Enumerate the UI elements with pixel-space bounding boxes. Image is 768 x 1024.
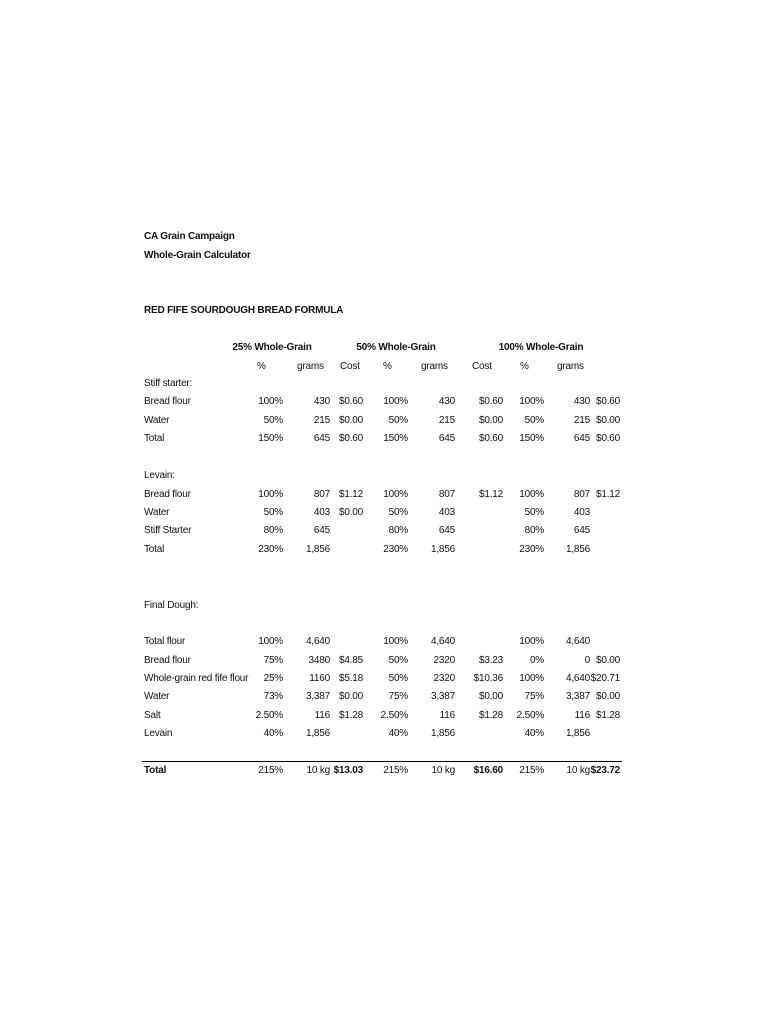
- row-label: Stiff Starter: [144, 525, 192, 536]
- cell-pct-100: 215%: [519, 765, 544, 776]
- col-header-pct-25: %: [257, 361, 266, 372]
- cell-pct-50: 40%: [388, 728, 408, 739]
- cell-grams-50: 116: [439, 710, 455, 721]
- section-stiff-starter: Stiff starter:: [144, 378, 193, 389]
- org-title: CA Grain Campaign: [144, 231, 235, 242]
- cell-grams-50: 645: [438, 433, 455, 444]
- row-label: Whole-grain red fife flour: [144, 673, 249, 684]
- cell-pct-100: 40%: [524, 728, 544, 739]
- col-header-grams-100: grams: [557, 361, 584, 372]
- col-header-cost-25: Cost: [340, 361, 360, 372]
- cell-cost-100: $23.72: [590, 765, 620, 776]
- cell-pct-100: 100%: [519, 673, 544, 684]
- cell-pct-25: 50%: [263, 507, 283, 518]
- cell-pct-25: 100%: [258, 396, 283, 407]
- col-header-pct-50: %: [383, 361, 392, 372]
- col-header-grams-50: grams: [421, 361, 448, 372]
- cell-cost-25: $0.00: [338, 507, 363, 518]
- cell-cost-25: $5.18: [338, 673, 363, 684]
- cell-pct-100: 230%: [519, 544, 544, 555]
- formula-title: RED FIFE SOURDOUGH BREAD FORMULA: [144, 305, 344, 316]
- cell-cost-50: $10.36: [473, 673, 503, 684]
- group-header-50: 50% Whole-Grain: [356, 342, 436, 353]
- cell-pct-100: 100%: [519, 396, 544, 407]
- cell-cost-25: $1.12: [338, 489, 363, 500]
- table-row-ss-total: [0, 433, 768, 447]
- cell-grams-50: 3,387: [430, 691, 455, 702]
- cell-grams-100: 4,640: [565, 673, 590, 684]
- table-row-lv-bread: [0, 489, 768, 503]
- row-label: Bread flour: [144, 655, 191, 666]
- cell-grams-25: 645: [313, 433, 330, 444]
- row-label: Salt: [144, 710, 161, 721]
- cell-grams-100: 1,856: [565, 728, 590, 739]
- col-header-cost-50: Cost: [472, 361, 492, 372]
- cell-pct-100: 50%: [524, 415, 544, 426]
- table-row-fd-salt: [0, 710, 768, 724]
- cell-pct-100: 0%: [529, 655, 544, 666]
- row-label: Water: [144, 507, 170, 518]
- cell-pct-25: 75%: [263, 655, 283, 666]
- cell-grams-25: 1,856: [305, 544, 330, 555]
- cell-cost-100: $0.60: [595, 433, 620, 444]
- cell-grams-25: 215: [313, 415, 330, 426]
- cell-cost-25: $1.28: [338, 710, 363, 721]
- cell-pct-25: 50%: [263, 415, 283, 426]
- section-levain: Levain:: [144, 470, 175, 481]
- cell-cost-50: $1.12: [478, 489, 503, 500]
- cell-grams-50: 807: [438, 489, 455, 500]
- row-label: Total: [144, 765, 167, 776]
- cell-cost-100: $0.00: [595, 691, 620, 702]
- row-label: Bread flour: [144, 489, 191, 500]
- cell-pct-25: 100%: [258, 636, 283, 647]
- table-row-lv-stiff: [0, 525, 768, 539]
- cell-grams-100: 430: [573, 396, 590, 407]
- cell-cost-100: $1.28: [595, 710, 620, 721]
- cell-pct-100: 50%: [524, 507, 544, 518]
- cell-pct-50: 50%: [388, 415, 408, 426]
- cell-pct-50: 2.50%: [380, 710, 408, 721]
- cell-pct-25: 150%: [258, 433, 283, 444]
- row-label: Total flour: [144, 636, 186, 647]
- cell-pct-25: 25%: [263, 673, 283, 684]
- group-header-100: 100% Whole-Grain: [498, 342, 584, 353]
- cell-grams-50: 430: [438, 396, 455, 407]
- table-row-total: [0, 765, 768, 779]
- cell-cost-50: $0.60: [478, 433, 503, 444]
- cell-grams-50: 215: [438, 415, 455, 426]
- cell-pct-100: 150%: [519, 433, 544, 444]
- cell-grams-100: 4,640: [565, 636, 590, 647]
- cell-pct-50: 230%: [383, 544, 408, 555]
- table-row-fd-totalflour: [0, 636, 768, 650]
- cell-grams-100: 215: [573, 415, 590, 426]
- cell-pct-50: 50%: [388, 507, 408, 518]
- cell-grams-50: 2320: [433, 673, 455, 684]
- cell-grams-25: 3,387: [305, 691, 330, 702]
- cell-pct-50: 100%: [383, 636, 408, 647]
- row-label: Total: [144, 433, 165, 444]
- cell-grams-25: 807: [313, 489, 330, 500]
- cell-pct-100: 100%: [519, 636, 544, 647]
- group-header-25: 25% Whole-Grain: [232, 342, 312, 353]
- cell-pct-25: 215%: [258, 765, 283, 776]
- cell-grams-100: 645: [573, 433, 590, 444]
- cell-pct-100: 75%: [524, 691, 544, 702]
- cell-grams-25: 1160: [309, 673, 330, 684]
- section-final-dough: Final Dough:: [144, 600, 199, 611]
- cell-cost-25: $0.00: [338, 415, 363, 426]
- table-row-fd-bread: [0, 655, 768, 669]
- cell-grams-50: 4,640: [430, 636, 455, 647]
- cell-pct-100: 2.50%: [516, 710, 544, 721]
- cell-pct-25: 100%: [258, 489, 283, 500]
- cell-grams-100: 1,856: [565, 544, 590, 555]
- cell-cost-50: $0.00: [478, 415, 503, 426]
- cell-cost-50: $3.23: [478, 655, 503, 666]
- cell-grams-100: 116: [574, 710, 590, 721]
- cell-grams-50: 2320: [433, 655, 455, 666]
- cell-cost-50: $16.60: [473, 765, 503, 776]
- table-row-lv-water: [0, 507, 768, 521]
- cell-grams-25: 1,856: [305, 728, 330, 739]
- cell-grams-100: 0: [584, 655, 590, 666]
- table-row-lv-total: [0, 544, 768, 558]
- cell-grams-25: 430: [313, 396, 330, 407]
- cell-pct-50: 100%: [383, 489, 408, 500]
- cell-cost-50: $1.28: [478, 710, 503, 721]
- row-label: Water: [144, 691, 170, 702]
- cell-grams-100: 807: [573, 489, 590, 500]
- cell-grams-25: 403: [313, 507, 330, 518]
- cell-cost-100: $1.12: [595, 489, 620, 500]
- cell-pct-25: 2.50%: [255, 710, 283, 721]
- table-row-ss-water: [0, 415, 768, 429]
- row-label: Levain: [144, 728, 173, 739]
- cell-grams-25: 645: [313, 525, 330, 536]
- cell-pct-50: 50%: [388, 673, 408, 684]
- cell-grams-50: 10 kg: [431, 765, 455, 776]
- cell-cost-100: $0.00: [595, 655, 620, 666]
- cell-grams-100: 3,387: [565, 691, 590, 702]
- cell-cost-100: $20.71: [590, 673, 620, 684]
- cell-cost-25: $0.60: [338, 433, 363, 444]
- cell-pct-50: 100%: [383, 396, 408, 407]
- row-label: Bread flour: [144, 396, 191, 407]
- col-header-pct-100: %: [520, 361, 529, 372]
- total-divider: [142, 761, 622, 762]
- cell-grams-50: 1,856: [430, 544, 455, 555]
- cell-grams-25: 116: [314, 710, 330, 721]
- cell-cost-25: $13.03: [333, 765, 363, 776]
- cell-cost-25: $0.60: [338, 396, 363, 407]
- cell-grams-100: 403: [573, 507, 590, 518]
- cell-pct-25: 73%: [263, 691, 283, 702]
- cell-pct-25: 80%: [263, 525, 283, 536]
- cell-grams-50: 645: [438, 525, 455, 536]
- table-row-fd-levain: [0, 728, 768, 742]
- cell-cost-50: $0.60: [478, 396, 503, 407]
- cell-cost-50: $0.00: [478, 691, 503, 702]
- cell-grams-100: 645: [573, 525, 590, 536]
- table-row-fd-water: [0, 691, 768, 705]
- col-header-grams-25: grams: [297, 361, 324, 372]
- cell-grams-25: 10 kg: [306, 765, 330, 776]
- cell-cost-100: $0.00: [595, 415, 620, 426]
- cell-grams-50: 403: [438, 507, 455, 518]
- cell-pct-50: 150%: [383, 433, 408, 444]
- cell-cost-25: $0.00: [338, 691, 363, 702]
- cell-grams-25: 3480: [308, 655, 330, 666]
- row-label: Water: [144, 415, 170, 426]
- cell-pct-100: 100%: [519, 489, 544, 500]
- cell-grams-25: 4,640: [305, 636, 330, 647]
- calculator-subtitle: Whole-Grain Calculator: [144, 250, 251, 261]
- cell-pct-100: 80%: [524, 525, 544, 536]
- table-row-fd-wg: [0, 673, 768, 687]
- cell-grams-100: 10 kg: [566, 765, 590, 776]
- cell-pct-50: 80%: [388, 525, 408, 536]
- cell-pct-25: 230%: [258, 544, 283, 555]
- cell-pct-25: 40%: [263, 728, 283, 739]
- cell-pct-50: 215%: [383, 765, 408, 776]
- cell-grams-50: 1,856: [430, 728, 455, 739]
- cell-pct-50: 75%: [388, 691, 408, 702]
- cell-pct-50: 50%: [388, 655, 408, 666]
- table-row-ss-bread: [0, 396, 768, 410]
- cell-cost-25: $4.85: [338, 655, 363, 666]
- row-label: Total: [144, 544, 165, 555]
- cell-cost-100: $0.60: [595, 396, 620, 407]
